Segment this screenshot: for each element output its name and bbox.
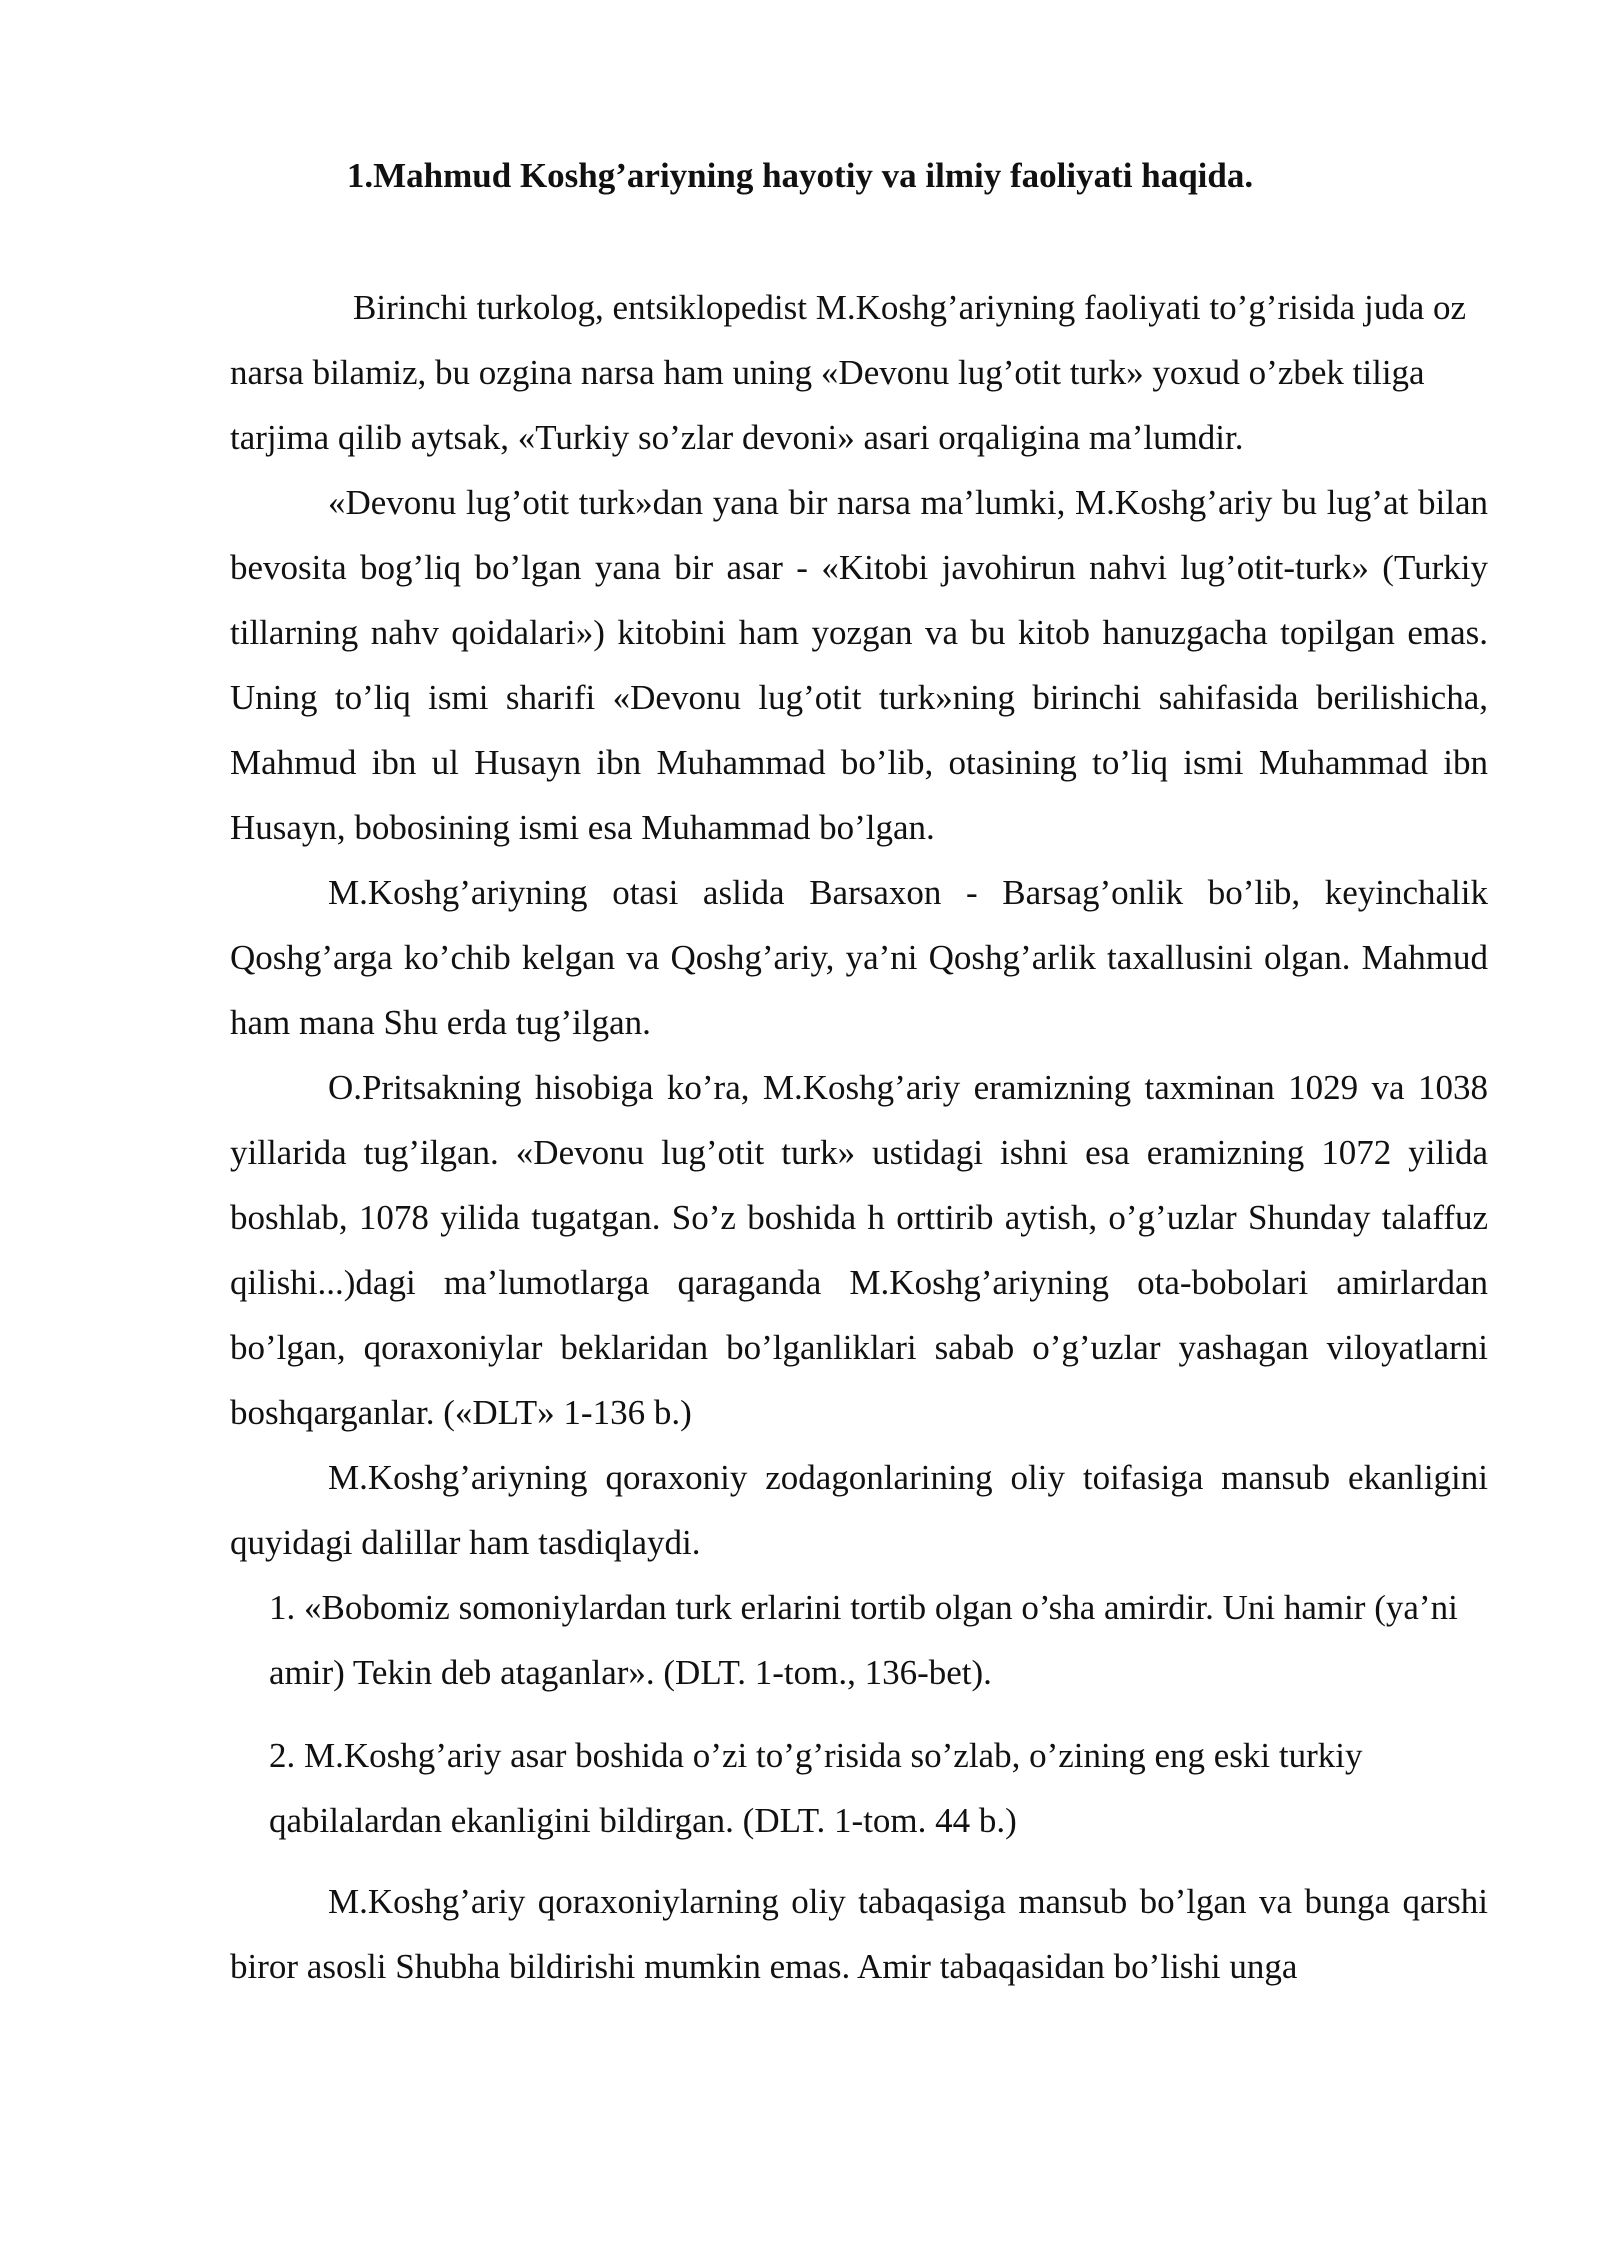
paragraph-3: M.Koshg’ariyning otasi aslida Barsaxon - Barsag’onlik bo’lib, keyinchalik Qoshg’arga ko’chib kelgan va Qoshg’ariy, ya’ni Qoshg’arlik taxallusini olgan. Mahmud ham mana Shu erda tug’ilgan. [230, 873, 1488, 1042]
paragraph-1: Birinchi turkolog, entsiklopedist M.Koshg’ariyning faoliyati to’g’risida juda oz narsa bilamiz, bu ozgina narsa ham uning «Devonu lug’otit turk» yoxud o’zbek tiliga tarjima qilib aytsak, «Turkiy so’zlar devoni» asari orqaligina ma’lumdir. [230, 288, 1467, 457]
paragraph-4: O.Pritsakning hisobiga ko’ra, M.Koshg’ariy eramizning taxminan 1029 va 1038 yillarida tug’ilgan. «Devonu lug’otit turk» ustidagi ishni esa eramizning 1072 yilida boshlab, 1078 yilida tugatgan. So’z boshida h orttirib aytish, o’g’uzlar Shunday talaffuz qilishi...)dagi ma’lumotlarga qaraganda M.Koshg’ariyning ota-bobolari amirlardan bo’lgan, qoraxoniylar beklaridan bo’lganliklari sabab o’g’uzlar yashagan viloyatlarni boshqarganlar. («DLT» 1-136 b.) [230, 1068, 1488, 1432]
paragraph-5: M.Koshg’ariyning qoraxoniy zodagonlarining oliy toifasiga mansub ekanligini quyidagi dalillar ham tasdiqlaydi. [230, 1458, 1488, 1562]
paragraph-2: «Devonu lug’otit turk»dan yana bir narsa ma’lumki, M.Koshg’ariy bu lug’at bilan bevosita bog’liq bo’lgan yana bir asar - «Kitobi javohirun nahvi lug’otit-turk» (Turkiy tillarning nahv qoidalari») kitobini ham yozgan va bu kitob hanuzgacha topilgan emas. Uning to’liq ismi sharifi «Devonu lug’otit turk»ning birinchi sahifasida berilishicha, Mahmud ibn ul Husayn ibn Muhammad bo’lib, otasining to’liq ismi Muhammad ibn Husayn, bobosining ismi esa Muhammad bo’lgan. [230, 483, 1488, 847]
closing-paragraph: M.Koshg’ariy qoraxoniylarning oliy tabaqasiga mansub bo’lgan va bunga qarshi biror asosli Shubha bildirishi mumkin emas. Amir tabaqasidan bo’lishi unga [230, 1882, 1488, 1986]
evidence-list [230, 1575, 1488, 1853]
document-body [230, 275, 1488, 1999]
list-item-2: 2. M.Koshg’ariy asar boshida o’zi to’g’risida so’zlab, o’zining eng eski turkiy qabilalardan ekanligini bildirgan. (DLT. 1-tom. 44 b.) [269, 1736, 1363, 1840]
list-item-1: 1. «Bobomiz somoniylardan turk erlarini tortib olgan o’sha amirdir. Uni hamir (ya’ni amir) Tekin deb ataganlar». (DLT. 1-tom., 136-bet). [269, 1588, 1458, 1692]
document-title: 1.Mahmud Koshg’ariyning hayotiy va ilmiy faoliyati haqida. [346, 156, 1254, 195]
